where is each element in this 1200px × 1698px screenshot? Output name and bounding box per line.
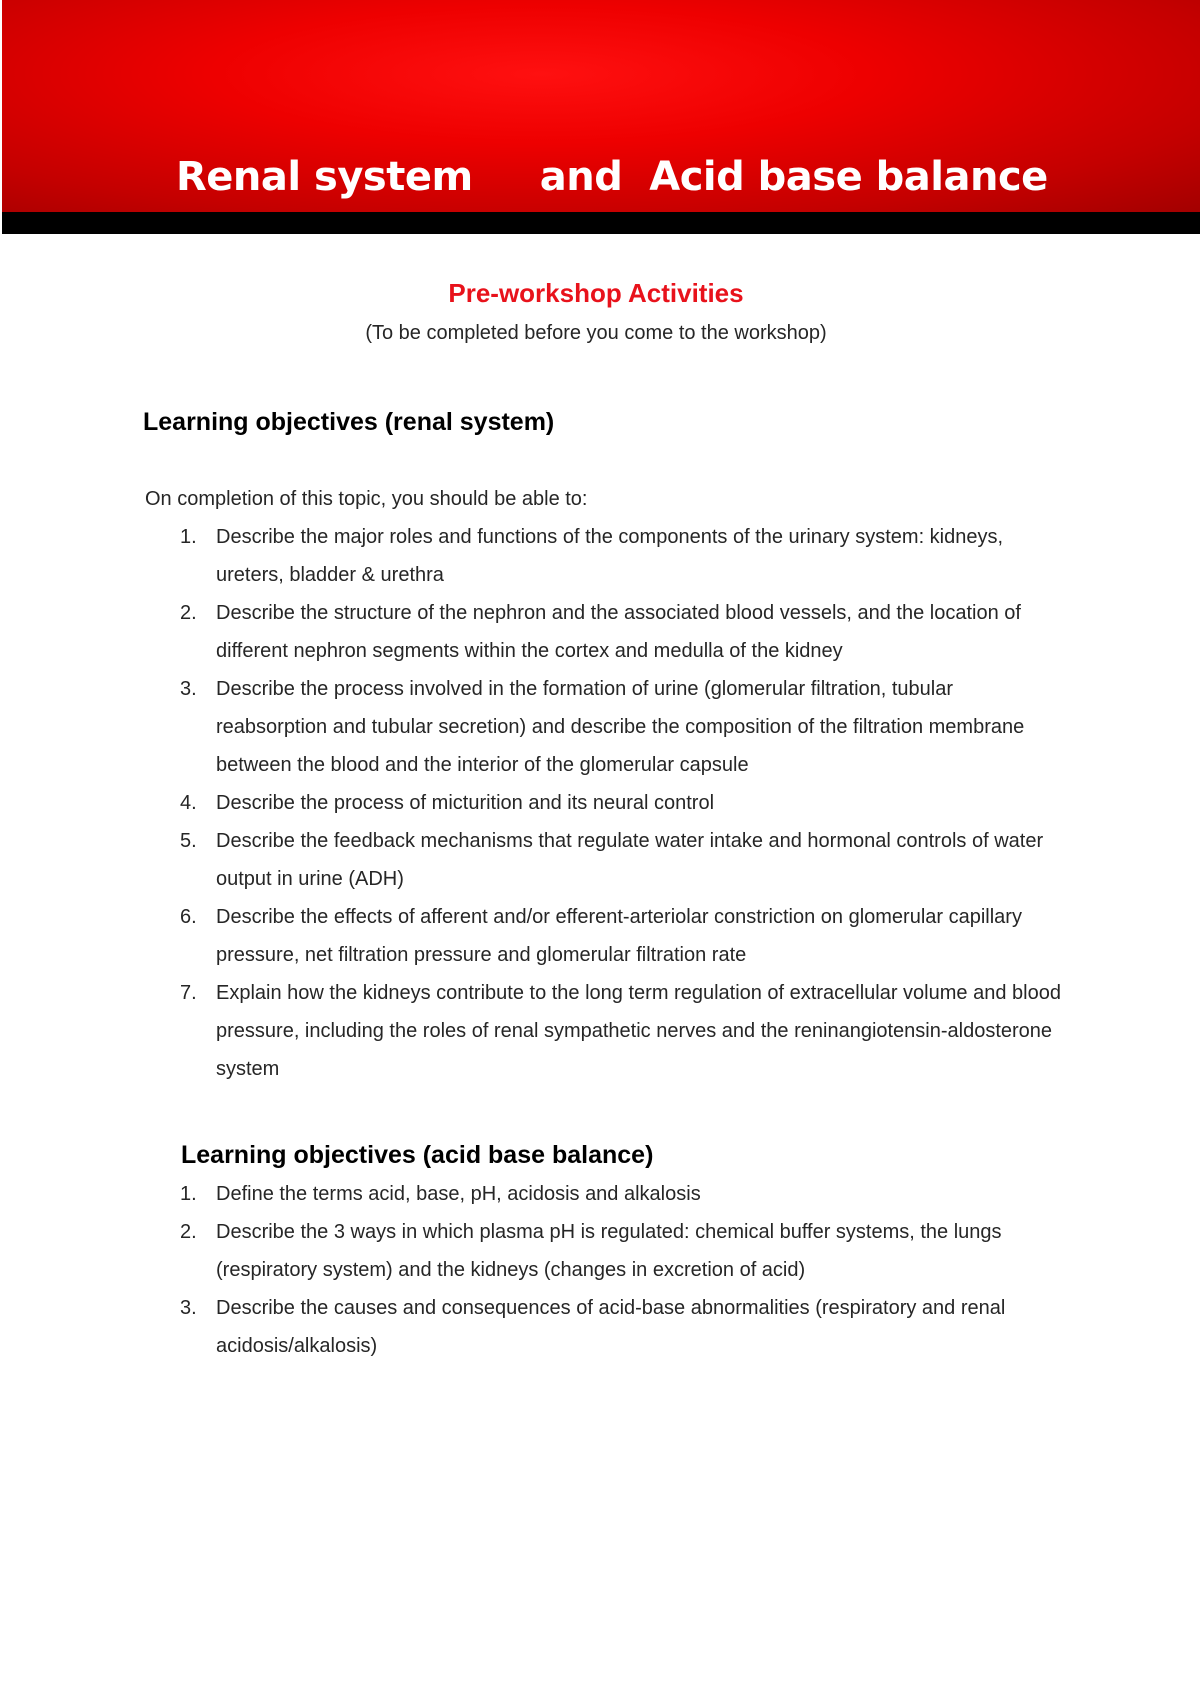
list-item: [0, 1175, 1064, 1213]
list-item-number: 2.: [180, 602, 197, 624]
list-item: [0, 822, 1064, 898]
renal-objectives-intro: On completion of this topic, you should be able to:: [145, 488, 588, 510]
list-item-number: 5.: [180, 830, 197, 852]
list-item: [0, 784, 1064, 822]
list-item: [0, 1289, 1064, 1365]
acid-base-objectives-heading: Learning objectives (acid base balance): [181, 1141, 654, 1169]
list-item-number: 1.: [180, 1183, 197, 1205]
acid-base-objectives-list: [0, 1175, 1100, 1365]
list-item-number: 7.: [180, 982, 197, 1004]
list-item: [0, 974, 1064, 1088]
list-item-text: Describe the feedback mechanisms that regulate water intake and hormonal controls of water output in urine (ADH): [216, 830, 1044, 890]
document-title: Renal system and Acid base balance: [176, 154, 1048, 200]
list-item-number: 2.: [180, 1221, 197, 1243]
pre-workshop-note: (To be completed before you come to the workshop): [365, 322, 827, 344]
renal-objectives-heading: Learning objectives (renal system): [143, 408, 555, 436]
pre-workshop-heading: Pre-workshop Activities: [448, 278, 744, 308]
list-item-text: Describe the structure of the nephron and the associated blood vessels, and the location of different nephron segments within the cortex and medulla of the kidney: [216, 602, 1021, 662]
list-item-text: Define the terms acid, base, pH, acidosis and alkalosis: [216, 1183, 701, 1205]
list-item-text: Describe the effects of afferent and/or efferent-arteriolar constriction on glomerular capillary pressure, net filtration pressure and glomerular filtration rate: [216, 906, 1022, 966]
list-item-text: Describe the causes and consequences of acid-base abnormalities (respiratory and renal acidosis/alkalosis): [216, 1297, 1006, 1357]
list-item: [0, 898, 1064, 974]
list-item-text: Describe the 3 ways in which plasma pH is regulated: chemical buffer systems, the lungs (respiratory system) and the kidneys (changes in excretion of acid): [216, 1221, 1002, 1281]
list-item-number: 3.: [180, 678, 197, 700]
list-item-text: Describe the process involved in the formation of urine (glomerular filtration, tubular reabsorption and tubular secretion) and describe the composition of the filtration membrane between the blood and the interior of the glomerular capsule: [216, 678, 1025, 776]
list-item: [0, 594, 1064, 670]
list-item: [0, 670, 1064, 784]
list-item-number: 1.: [180, 526, 197, 548]
list-item: [0, 518, 1064, 594]
list-item-number: 4.: [180, 792, 197, 814]
list-item-text: Explain how the kidneys contribute to the long term regulation of extracellular volume and blood pressure, including the roles of renal sympathetic nerves and the reninangiotensin-aldosterone system: [216, 982, 1061, 1080]
renal-objectives-list: [0, 518, 1100, 1088]
list-item-text: Describe the process of micturition and its neural control: [216, 792, 715, 814]
header-divider-bar: [2, 212, 1200, 234]
list-item-number: 3.: [180, 1297, 197, 1319]
list-item-number: 6.: [180, 906, 197, 928]
list-item: [0, 1213, 1064, 1289]
list-item-text: Describe the major roles and functions of the components of the urinary system: kidneys, ureters, bladder & urethra: [216, 526, 1004, 586]
